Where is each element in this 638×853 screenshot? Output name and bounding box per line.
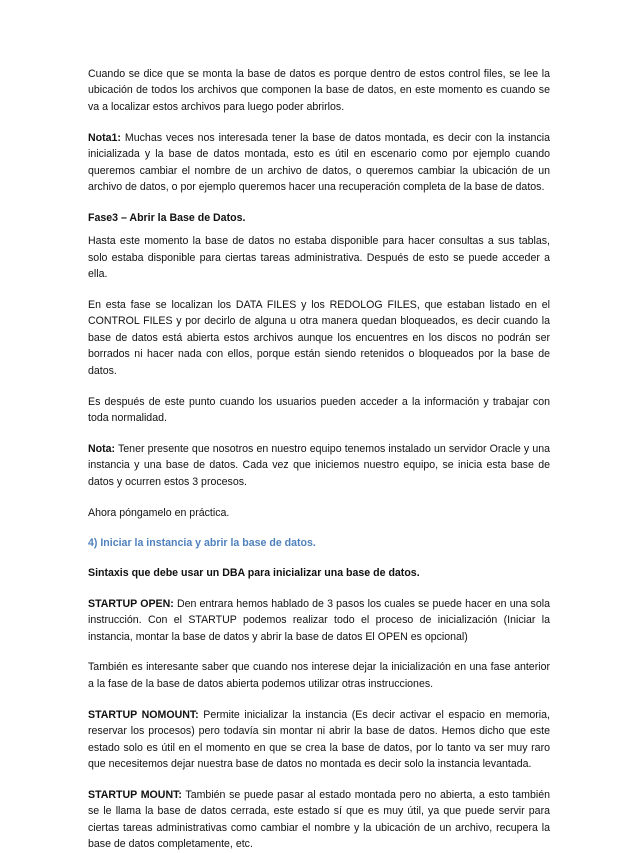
paragraph-practice: Ahora póngamelo en práctica. [88,506,230,519]
paragraph-other-instructions: También es interesante saber que cuando nos interese dejar la inicialización en una fase anterior a la fase de la base de datos abierta podemos utilizar otras instrucciones. [88,661,550,690]
heading-fase3: Fase3 – Abrir la Base de Datos. [88,211,246,224]
startup-open-label: STARTUP OPEN: [88,597,174,610]
paragraph-mount-explanation: Cuando se dice que se monta la base de datos es porque dentro de estos control files, se lee la ubicación de todos los archivos que componen la base de datos, en este momento es cuando se va a localizar estos archivos para luego poder abrirlos. [88,68,550,113]
heading-syntax: Sintaxis que debe usar un DBA para inicializar una base de datos. [88,566,420,579]
paragraph-fase3-intro: Hasta este momento la base de datos no estaba disponible para hacer consultas a sus tablas, solo estaba disponible para ciertas tareas administrativa. Después de esto se puede acceder a ella. [88,235,550,281]
paragraph-startup-mount [88,787,550,853]
paragraph-users-access: Es después de este punto cuando los usuarios pueden acceder a la información y trabajar con toda normalidad. [88,395,550,424]
startup-nomount-label: STARTUP NOMOUNT: [88,708,199,721]
heading-section-4: 4) Iniciar la instancia y abrir la base de datos. [88,537,316,550]
startup-open-text: Den entrara hemos hablado de 3 pasos los cuales se puede hacer en una sola instrucción. Con el STARTUP podemos realizar todo el proceso de inicialización (Iniciar la instancia, montar la base de datos y abrir la base de datos El OPEN es opcional) [88,597,550,643]
nota1-text: Muchas veces nos interesada tener la base de datos montada, es decir con la instancia inicializada y la base de datos montada, esto es útil en escenario como por ejemplo cuando queremos cambiar el nombre de un archivo de datos, o queremos cambiar la ubicación de un archivo de datos, o por ejemplo queremos hacer una recuperación completa de la base de datos. [88,131,550,193]
paragraph-data-files: En esta fase se localizan los DATA FILES y los REDOLOG FILES, que estaban listado en el CONTROL FILES y por decirlo de alguna u otra manera quedan bloqueados, es decir cuando la base de datos está abierta estos archivos aunque los encuentres en los discos no podrán ser borrados ni hacer nada con ellos, porque están siendo retenidos o bloqueados por la base de datos. [88,298,550,377]
startup-mount-label: STARTUP MOUNT: [88,788,182,801]
paragraph-startup-open [88,596,550,645]
startup-mount-text: También se puede pasar al estado montada pero no abierta, a esto también se le llama la base de datos cerrada, este estado sí que es muy útil, ya que puede servir para ciertas tareas administrativas como cambiar el nombre y la ubicación de un archivo, recupera la base de datos completamente, etc. [88,788,550,851]
paragraph-nota [88,441,550,490]
paragraph-startup-nomount [88,707,550,773]
nota-label: Nota: [88,442,116,455]
startup-nomount-text: Permite inicializar la instancia (Es decir activar el espacio en memoria, reservar los procesos) pero todavía sin montar ni abrir la base de datos. Hemos dicho que este estado solo es útil en el momento en que se crea la base de datos, por lo tanto va ser muy raro que necesitemos dejar nuestra base de datos no montada es decir solo la instancia levantada. [88,708,550,770]
paragraph-nota1 [88,130,550,196]
nota-text: Tener presente que nosotros en nuestro equipo tenemos instalado un servidor Oracle y una instancia y una base de datos. Cada vez que iniciemos nuestro equipo, se inicia esta base de datos y ocurren estos 3 procesos. [88,442,550,488]
nota1-label: Nota1: [88,131,121,144]
